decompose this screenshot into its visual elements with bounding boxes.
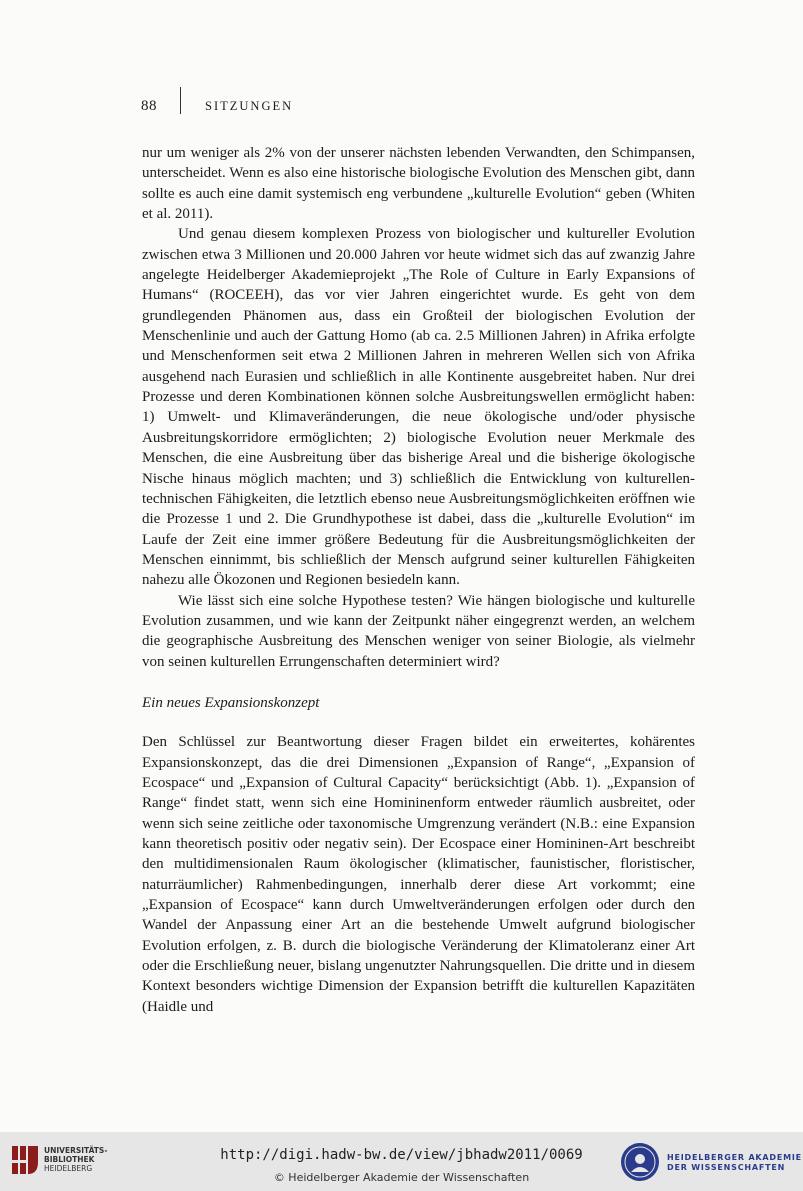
- academy-seal-logo-icon: [620, 1142, 660, 1182]
- section-heading: Ein neues Expansionskonzept: [142, 694, 320, 711]
- library-name-line: UNIVERSITÄTS-: [44, 1146, 108, 1155]
- body-text: [142, 143, 695, 1017]
- academy-name: [667, 1153, 802, 1173]
- footer-bar: [0, 1132, 803, 1191]
- academy-name-line: DER WISSENSCHAFTEN: [667, 1163, 786, 1172]
- running-head: SITZUNGEN: [205, 99, 294, 113]
- academy-logo[interactable]: [620, 1142, 800, 1184]
- copyright-notice: © Heidelberger Akademie der Wissenschaften: [273, 1171, 530, 1184]
- library-name-line: HEIDELBERG: [44, 1164, 93, 1173]
- paragraph: Den Schlüssel zur Beantwortung dieser Fragen bildet ein erweitertes, kohärentes Expansionskonzept, das die drei Dimensionen „Expansion of Range“, „Expansion of Ecospace“ und „Expansion of Cultural Capacity“ berücksichtigt (Abb. 1). „Expansion of Range“ findet statt, wenn sich eine Homininenform entweder räumlich ausbreitet, oder wenn sich seine zeitliche oder taxonomische Umgrenzung verändert (N.B.: eine Expansion kann theoretisch positiv oder negativ sein). Der Ecospace einer Homininen-Art beschreibt den multidimensionalen Raum ökologischer (klimatischer, faunistischer, floristischer, naturräumlicher) Rahmenbedingungen, innerhalb derer diese Art vorkommt; eine „Expansion of Ecospace“ kann durch Umweltveränderungen erfolgen oder durch den Wandel der Anpassung einer Art an die bestehende Umwelt aufgrund biologischer Evolution erfolgen, z. B. durch die biologische Veränderung der Klimatoleranz einer Art oder die Erschließung neuer, bislang ungenutzter Nahrungsquellen. Die dritte und in diesem Kontext besonders wichtige Dimension der Expansion betrifft die kulturellen Kapazitäten (Haidle und: [142, 734, 695, 1015]
- academy-name-line: HEIDELBERGER AKADEMIE: [667, 1153, 802, 1162]
- header-divider: [180, 87, 181, 114]
- paragraph: Und genau diesem komplexen Prozess von biologischer und kultureller Evolution zwischen etwa 3 Millionen und 20.000 Jahren vor heute widmet sich das auf zwanzig Jahre angelegte Heidelberger Akademieprojekt „The Role of Culture in Early Expansions of Humans“ (ROCEEH), das vor vier Jahren eingerichtet wurde. Es geht von dem grundlegenden Phänomen aus, dass ein Großteil der biologischen Evolution der Menschenlinie und auch der Gattung Homo (ab ca. 2.5 Millionen Jahren) in Afrika erfolgte und Menschenformen seit etwa 2 Millionen Jahren in mehreren Wellen sich von Afrika ausgehend nach Eurasien und schließlich in alle Kontinente ausgebreitet haben. Nur drei Prozesse und deren Kombinationen können solche Ausbreitungswellen ermöglicht haben: 1) Umwelt- und Klimaveränderungen, die neue ökologische und/oder physische Ausbreitungskorridore ermöglichten; 2) biologische Evolution neuer Merkmale des Menschen, die eine Ausbreitung über das bisherige Areal und die bisherige ökologische Nische hinaus möglich machten; und 3) schließlich die Entwicklung von kulturellen-technischen Fähigkeiten, die letztlich ebenso neue Ausbreitungsmöglichkeiten eröffnen wie die Prozesse 1 und 2. Die Grundhypothese ist dabei, dass die „kulturelle Evolution“ im Laufe der Zeit eine immer größere Bedeutung für die Ausbreitungsmöglichkeiten der Menschen einnimmt, bis schließlich der Mensch aufgrund seiner kulturellen Fähigkeiten nahezu alle Ökozonen und Regionen besiedeln kann.: [142, 226, 695, 589]
- paragraph: Wie lässt sich eine solche Hypothese testen? Wie hängen biologische und kulturelle Evolution zusammen, und wie kann der Zeitpunkt näher eingegrenzt werden, an welchem die geographische Ausbreitung des Menschen weniger von seiner Biologie, als vielmehr von seinen kulturellen Errungenschaften determiniert wird?: [142, 592, 695, 670]
- paragraph: nur um weniger als 2% von der unserer nächsten lebenden Verwandten, den Schimpansen, unterscheidet. Wenn es also eine historische biologische Evolution des Menschen gibt, dann sollte es auch eine damit systemisch eng verbundene „kulturelle Evolution“ geben (Whiten et al. 2011).: [142, 145, 695, 223]
- page-number: 88: [141, 98, 157, 114]
- permalink-url[interactable]: http://digi.hadw-bw.de/view/jbhadw2011/0069: [220, 1147, 583, 1163]
- library-name-line: BIBLIOTHEK: [44, 1155, 95, 1164]
